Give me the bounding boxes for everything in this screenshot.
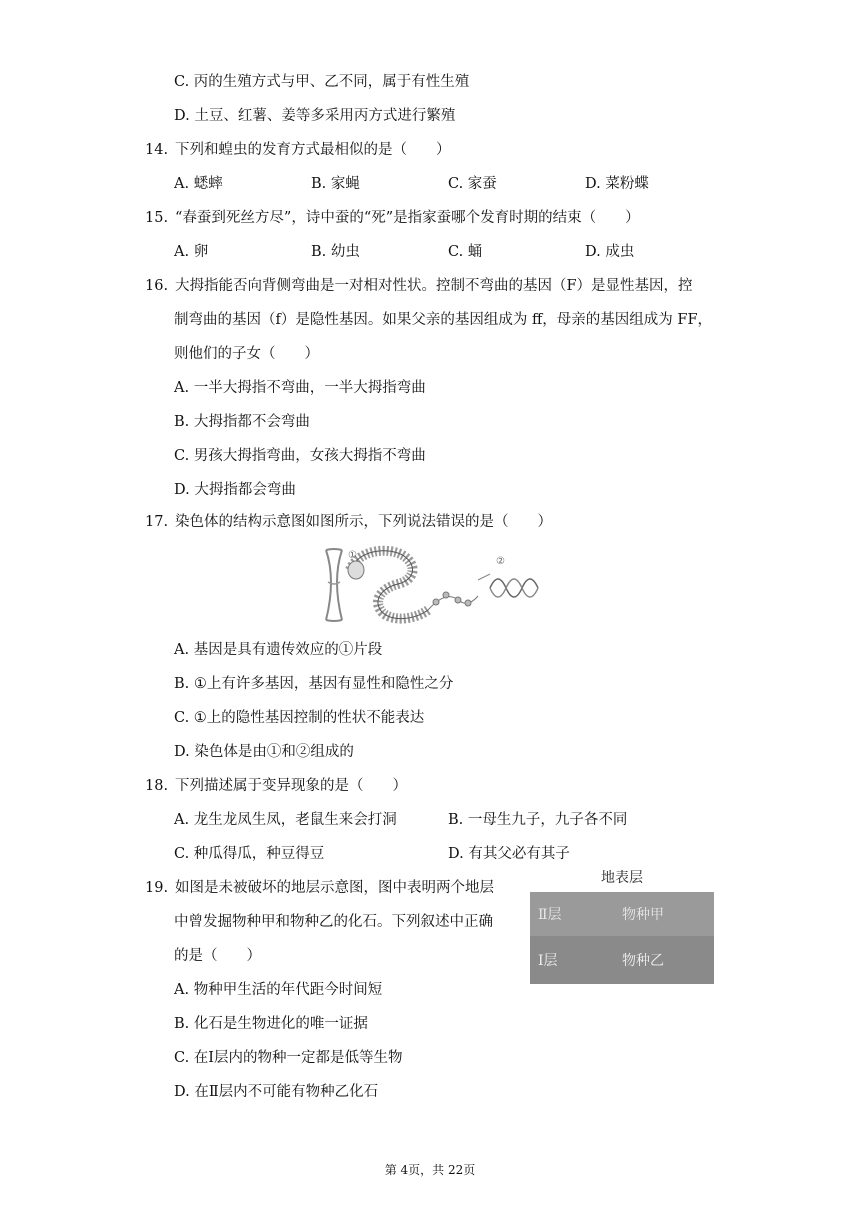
q16-text-1: 大拇指能否向背侧弯曲是一对相对性状。控制不弯曲的基因（F）是显性基因，控 [175,278,693,294]
chromosome-label-2: ② [496,556,505,567]
q15-option-c: C. 蛹 [448,244,483,260]
q19-stem-line2: 中曾发掘物种甲和物种乙的化石。下列叙述中正确 [174,914,493,930]
q18-option-c: C. 种瓜得瓜，种豆得豆 [174,846,325,862]
strata-surface-label: 地表层 [601,870,643,886]
q14-number: 14. [145,142,169,158]
q19-option-c: C. 在Ⅰ层内的物种一定都是低等生物 [174,1050,403,1066]
q16-stem-line1 [145,276,693,296]
strata-diagram [530,868,714,984]
q16-number: 16. [145,278,169,294]
q19-option-b: B. 化石是生物进化的唯一证据 [174,1016,368,1032]
q18-option-b: B. 一母生九子，九子各不同 [448,812,628,828]
q15-option-a: A. 卵 [174,244,209,260]
q18-number: 18. [145,778,169,794]
q14-option-c: C. 家蚕 [448,176,497,192]
stratum-layer-2-label: Ⅱ层 [538,907,562,923]
q16-stem-line3: 则他们的子女（ ） [174,346,319,362]
q14-option-a: A. 蟋蟀 [174,176,223,192]
q14-option-d: D. 菜粉蝶 [585,176,649,192]
q14-option-b: B. 家蝇 [311,176,360,192]
q16-stem-line2: 制弯曲的基因（f）是隐性基因。如果父亲的基因组成为 ff，母亲的基因组成为 FF， [174,312,713,328]
q13-option-d: D. 土豆、红薯、姜等多采用丙方式进行繁殖 [174,108,456,124]
q19-stem-line1 [145,878,494,898]
q19-option-d: D. 在Ⅱ层内不可能有物种乙化石 [174,1084,379,1100]
q15-number: 15. [145,210,169,226]
q15-text: “春蚕到死丝方尽”，诗中蚕的“死”是指家蚕哪个发育时期的结束（ ） [175,210,640,226]
q16-option-c: C. 男孩大拇指弯曲，女孩大拇指不弯曲 [174,448,426,464]
q17-stem [145,512,552,532]
q18-option-a: A. 龙生龙凤生凤，老鼠生来会打洞 [174,812,397,828]
stratum-layer-2 [530,892,714,936]
chromosome-diagram [318,540,543,630]
q17-option-a: A. 基因是具有遗传效应的①片段 [174,642,383,658]
q15-option-b: B. 幼虫 [311,244,360,260]
q17-text: 染色体的结构示意图如图所示，下列说法错误的是（ ） [175,514,552,530]
q14-stem [145,140,451,160]
q17-option-b: B. ①上有许多基因，基因有显性和隐性之分 [174,676,454,692]
q15-stem [145,208,640,228]
q18-stem [145,776,407,796]
species-b-label: 物种乙 [622,953,664,969]
q15-option-d: D. 成虫 [585,244,635,260]
q14-text: 下列和蝗虫的发育方式最相似的是（ ） [175,142,451,158]
species-a-label: 物种甲 [622,907,664,923]
page-footer: 第 4页，共 22页 [384,1163,476,1177]
q18-option-d: D. 有其父必有其子 [448,846,570,862]
q16-option-d: D. 大拇指都会弯曲 [174,482,296,498]
q19-text-1: 如图是未被破坏的地层示意图，图中表明两个地层 [175,880,494,896]
stratum-layer-1 [530,936,714,984]
stratum-layer-1-label: Ⅰ层 [538,953,558,969]
q18-text: 下列描述属于变异现象的是（ ） [175,778,407,794]
q19-option-a: A. 物种甲生活的年代距今时间短 [174,982,383,998]
chromosome-label-1: ① [348,550,357,561]
q16-option-a: A. 一半大拇指不弯曲，一半大拇指弯曲 [174,380,426,396]
q19-number: 19. [145,880,169,896]
q17-option-d: D. 染色体是由①和②组成的 [174,744,354,760]
q17-number: 17. [145,514,169,530]
q17-option-c: C. ①上的隐性基因控制的性状不能表达 [174,710,425,726]
q13-option-c: C. 丙的生殖方式与甲、乙不同，属于有性生殖 [174,74,470,90]
q16-option-b: B. 大拇指都不会弯曲 [174,414,310,430]
q19-stem-line3: 的是（ ） [174,948,261,964]
